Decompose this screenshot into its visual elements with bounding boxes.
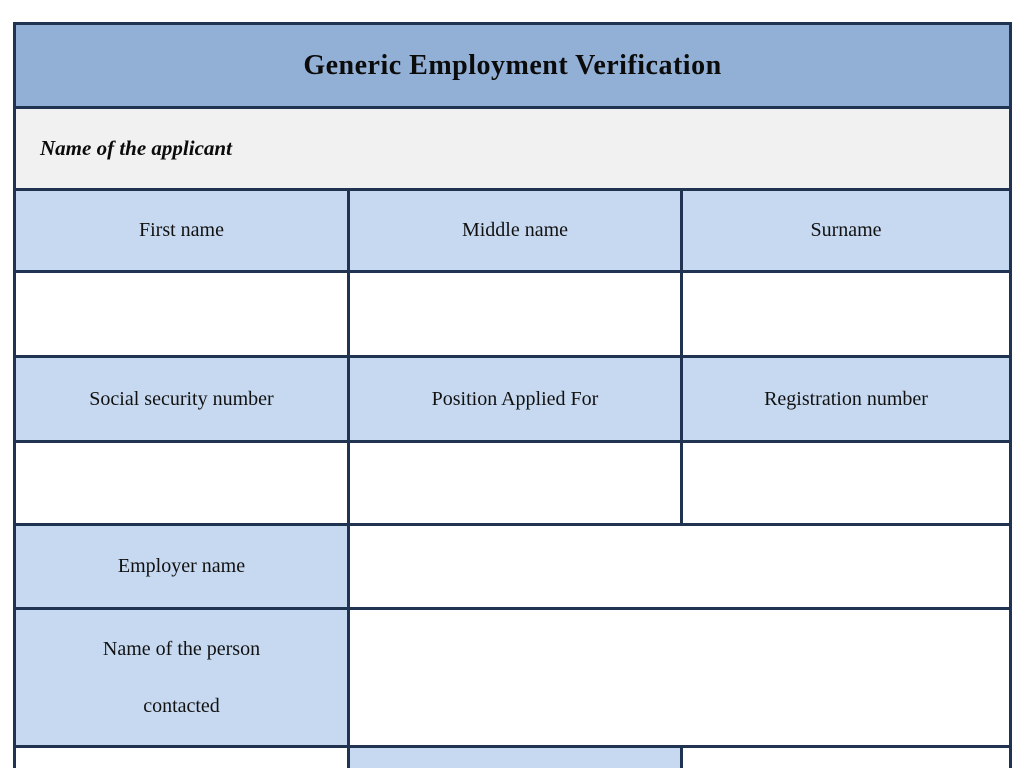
form-title-bar — [16, 25, 1009, 106]
name-header-row — [16, 188, 1009, 270]
ssn-header-cell: Social security number — [16, 358, 347, 440]
position-header-cell: Position Applied For — [347, 358, 680, 440]
ssn-input[interactable] — [16, 443, 347, 523]
detail-header-row — [16, 355, 1009, 440]
person-contacted-input[interactable] — [347, 610, 1009, 745]
registration-input[interactable] — [680, 443, 1009, 523]
registration-header-cell: Registration number — [680, 358, 1009, 440]
next-row-partial — [16, 745, 1009, 768]
bottom-right-cell[interactable] — [680, 748, 1009, 768]
position-input[interactable] — [347, 443, 680, 523]
employer-name-input[interactable] — [347, 526, 1009, 607]
employer-name-label: Employer name — [16, 526, 347, 607]
name-input-row — [16, 270, 1009, 355]
form-title: Generic Employment Verification — [303, 49, 722, 81]
surname-input[interactable] — [680, 273, 1009, 355]
person-contacted-label — [16, 610, 347, 745]
first-name-input[interactable] — [16, 273, 347, 355]
detail-input-row — [16, 440, 1009, 523]
person-contacted-label-line2: contacted — [143, 694, 220, 717]
bottom-middle-label-cell — [347, 748, 680, 768]
person-contacted-label-line1: Name of the person — [102, 637, 261, 660]
employer-row — [16, 523, 1009, 607]
bottom-left-cell[interactable] — [16, 748, 347, 768]
applicant-section-row — [16, 106, 1009, 188]
first-name-header-cell: First name — [16, 191, 347, 270]
middle-name-input[interactable] — [347, 273, 680, 355]
person-contacted-row — [16, 607, 1009, 745]
middle-name-header-cell: Middle name — [347, 191, 680, 270]
surname-header-cell: Surname — [680, 191, 1009, 270]
employment-verification-form — [13, 22, 1012, 768]
applicant-section-label: Name of the applicant — [40, 136, 232, 160]
